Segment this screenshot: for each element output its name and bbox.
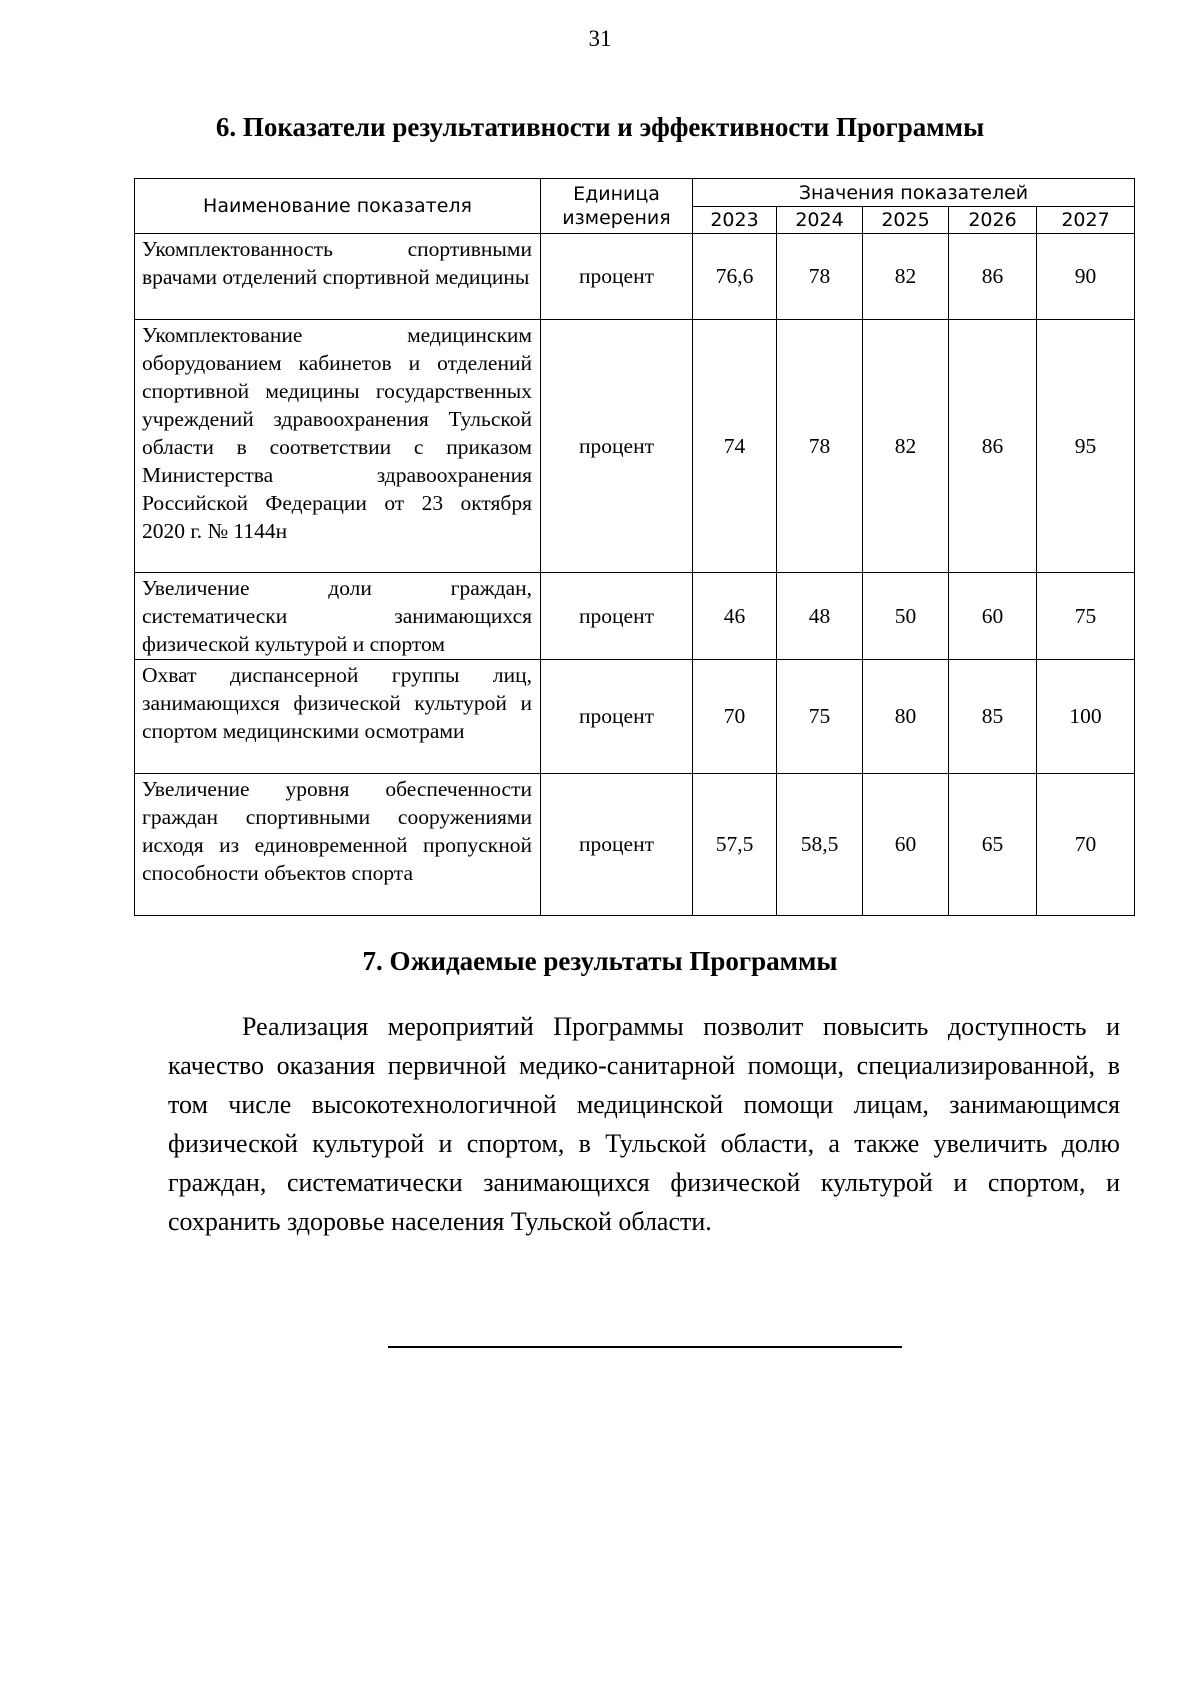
indicator-value: 95 <box>1037 320 1135 573</box>
indicator-unit: процент <box>541 573 693 660</box>
indicator-value: 70 <box>1037 774 1135 916</box>
table-row <box>135 234 1135 320</box>
indicator-unit: процент <box>541 660 693 774</box>
indicator-value: 80 <box>863 660 949 774</box>
header-values: Значения показателей <box>693 179 1135 207</box>
table-row <box>135 774 1135 916</box>
indicator-value: 48 <box>777 573 863 660</box>
indicator-value: 78 <box>777 320 863 573</box>
indicator-value: 86 <box>949 234 1037 320</box>
header-year: 2024 <box>777 207 863 234</box>
indicator-value: 78 <box>777 234 863 320</box>
indicator-value: 50 <box>863 573 949 660</box>
header-indicator-name: Наименование показателя <box>135 179 541 234</box>
indicator-value: 60 <box>863 774 949 916</box>
indicator-name: Укомплектование медицинским оборудованием кабинетов и отделений спортивной медицины государственных учреждений здравоохранения Тульской области в соответствии с приказом Министерства здравоохранения Российской Федерации от 23 октября 2020 г. № 1144н <box>135 320 541 573</box>
closing-rule <box>388 1346 902 1348</box>
page-number: 31 <box>588 26 612 51</box>
indicator-value: 100 <box>1037 660 1135 774</box>
header-year: 2027 <box>1037 207 1135 234</box>
indicator-value: 85 <box>949 660 1037 774</box>
indicator-value: 57,5 <box>693 774 777 916</box>
header-year: 2023 <box>693 207 777 234</box>
indicator-value: 74 <box>693 320 777 573</box>
indicator-unit: процент <box>541 774 693 916</box>
indicator-unit: процент <box>541 234 693 320</box>
table-row <box>135 573 1135 660</box>
indicator-unit: процент <box>541 320 693 573</box>
indicator-value: 58,5 <box>777 774 863 916</box>
indicator-name: Увеличение уровня обеспеченности граждан спортивными сооружениями исходя из единовременной пропускной способности объектов спорта <box>135 774 541 916</box>
indicator-value: 90 <box>1037 234 1135 320</box>
indicator-value: 82 <box>863 234 949 320</box>
table-row <box>135 320 1135 573</box>
table-row <box>135 660 1135 774</box>
indicator-value: 46 <box>693 573 777 660</box>
indicator-value: 76,6 <box>693 234 777 320</box>
section-6-heading: 6. Показатели результативности и эффективности Программы <box>215 112 985 142</box>
header-unit-line2: измерения <box>562 207 671 229</box>
indicator-value: 65 <box>949 774 1037 916</box>
indicators-table <box>134 178 1135 916</box>
indicator-name: Укомплектованность спортивными врачами отделений спортивной медицины <box>135 234 541 320</box>
indicator-value: 75 <box>777 660 863 774</box>
indicator-name: Увеличение доли граждан, систематически занимающихся физической культурой и спортом <box>135 573 541 660</box>
header-year: 2026 <box>949 207 1037 234</box>
header-unit-line1: Единица <box>573 183 660 205</box>
expected-results-paragraph: Реализация мероприятий Программы позволит повысить доступность и качество оказания первичной медико-санитарной помощи, специализированной, в том числе высокотехнологичной медицинской помощи лицам, занимающимся физической культурой и спортом, в Тульской области, а также увеличить долю граждан, систематически занимающихся физической культурой и спортом, и сохранить здоровье населения Тульской области. <box>168 1012 1120 1236</box>
indicator-value: 86 <box>949 320 1037 573</box>
header-unit <box>541 179 693 234</box>
indicator-name: Охват диспансерной группы лиц, занимающихся физической культурой и спортом медицинскими осмотрами <box>135 660 541 774</box>
indicator-value: 75 <box>1037 573 1135 660</box>
indicator-value: 70 <box>693 660 777 774</box>
header-year: 2025 <box>863 207 949 234</box>
section-7-heading: 7. Ожидаемые результаты Программы <box>362 946 838 976</box>
indicator-value: 82 <box>863 320 949 573</box>
indicator-value: 60 <box>949 573 1037 660</box>
